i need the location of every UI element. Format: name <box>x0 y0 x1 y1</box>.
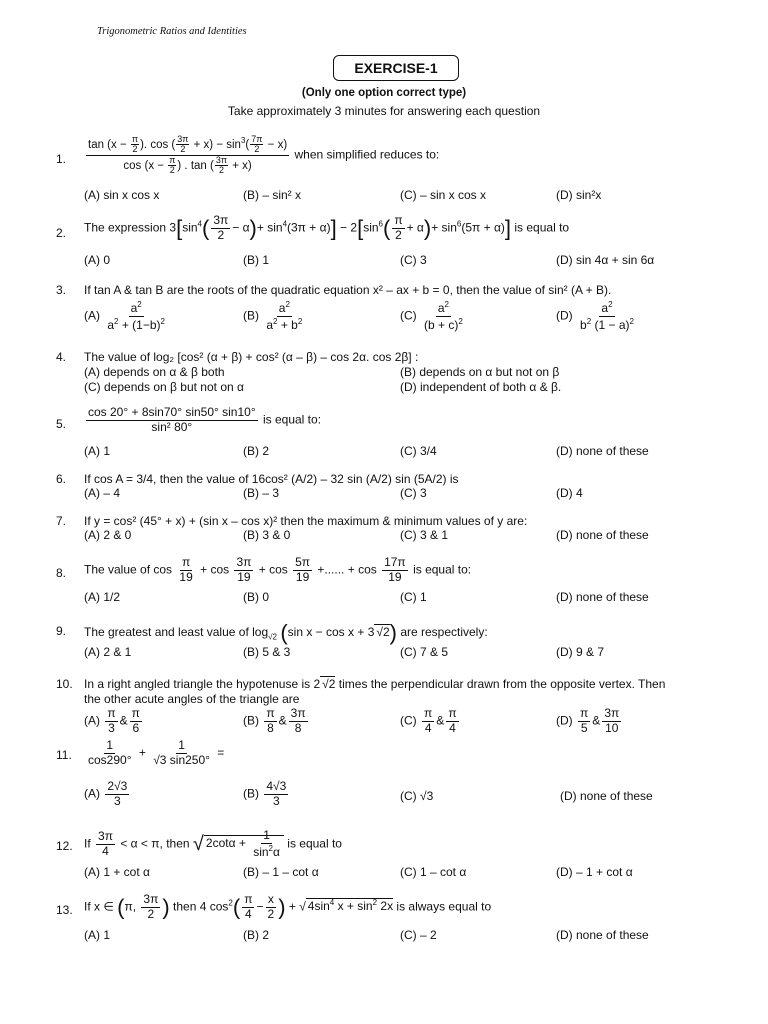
option-a: (A) depends on α & β both <box>84 365 225 379</box>
question-8-suffix: is equal to: <box>413 562 472 577</box>
option-d: (D) none of these <box>556 590 649 604</box>
question-8-expression: The value of cos $\frac{\pi}{19}$ + cos $\frac{3\pi}{19}$ + cos $\frac{5\pi}{19}$ +...... + cos $\frac{17\pi}{19}$ is equal to: <box>84 555 472 584</box>
q10-text-part2: times the perpendicular drawn from the opposite vertex. Then <box>338 677 666 691</box>
option-d: (D) 4 <box>556 486 583 500</box>
question-5-expression <box>84 406 321 435</box>
q12-condition: < α < π, then <box>120 836 190 851</box>
question-8-prefix: The value of cos <box>84 562 173 577</box>
option-c: (C) 3 <box>400 486 427 500</box>
option-d: (D) $\frac{a^2}{b^2 (1 - a)^2}$ <box>556 300 634 332</box>
q10-text-part1: In a right angled triangle the hypotenuse is 2 <box>84 677 321 691</box>
option-b: (B) 3 & 0 <box>243 528 291 542</box>
question-1-expression: tan (x − $\frac{\pi}{2}$ ). cos ( $\frac{3\pi}{2}$ + $x) - \sin^3$( $\frac{7\pi}{2}$ − x) cos (x − $\frac{\pi}{2}$ ) . tan ( $\frac{3\pi}{2}$ + x) when simplified reduces to: <box>88 134 440 176</box>
option-a: (A) 1 <box>84 444 111 458</box>
page-header: Trigonometric Ratios and Identities <box>97 26 247 37</box>
option-c: (C) – 2 <box>400 928 437 942</box>
option-d: (D) – 1 + cot α <box>556 865 633 879</box>
option-a: (A) 1/2 <box>84 590 121 604</box>
question-number: 2. <box>56 226 67 240</box>
option-d: (D) independent of both α & β. <box>400 380 562 394</box>
option-b-label: (B) <box>243 308 259 323</box>
question-9-suffix: are respectively: <box>400 625 488 640</box>
option-d: (D) none of these <box>556 444 649 458</box>
option-c: (C) 1 – cot α <box>400 865 467 879</box>
option-a: (A) 1 <box>84 928 111 942</box>
option-a: (A) sin x cos x <box>84 188 160 202</box>
option-b: (B) – 3 <box>243 486 280 500</box>
option-c: (C) √3 <box>400 789 434 803</box>
option-a: (A) 2 & 1 <box>84 645 132 659</box>
exercise-instruction: Take approximately 3 minutes for answering each question <box>227 104 541 118</box>
option-b: (B) 2 <box>243 444 270 458</box>
question-5-suffix: is equal to: <box>262 412 322 427</box>
option-c: (C) – sin x cos x <box>400 188 487 202</box>
option-d: (D) sin 4α + sin 6α <box>556 253 655 267</box>
option-b: (B) $\frac{\pi}{8}$ & $\frac{3\pi}{8}$ <box>243 706 306 735</box>
option-a: (A) $\frac{\pi}{3}$ & $\frac{\pi}{6}$ <box>84 706 140 735</box>
question-2-prefix: The expression <box>84 220 167 235</box>
option-d: (D) none of these <box>556 928 649 942</box>
question-number: 11. <box>56 748 72 762</box>
option-a-label: (A) <box>84 713 100 728</box>
option-b: (B) $\frac{4√3}{3}$ <box>243 779 287 808</box>
question-number: 3. <box>56 283 67 297</box>
question-10-line2: the other acute angles of the triangle are <box>84 692 300 706</box>
option-c: (C) 3 <box>400 253 427 267</box>
option-b: (B) 1 <box>243 253 270 267</box>
option-c: (C) $\frac{a^2}{(b + c)^2}$ <box>400 300 463 332</box>
option-b: (B) – sin² x <box>243 188 302 202</box>
q13-suffix: is always equal to <box>396 899 492 914</box>
option-c: (C) depends on β but not on α <box>84 380 244 394</box>
option-d: (D) none of these <box>556 528 649 542</box>
question-11-expression: $\frac{1}{\cos 290^\circ}$ + $\frac{1}{√3 \sin 250^\circ}$ = <box>88 738 225 767</box>
option-b: (B) $\frac{a^2}{a^2 + b^2}$ <box>243 300 303 332</box>
q5-numerator: cos 20° + 8sin70° sin50° sin10° <box>88 405 256 419</box>
question-number: 8. <box>56 566 67 580</box>
question-7-text: If y = cos² (45° + x) + (sin x – cos x)² then the maximum & minimum values of y are: <box>84 514 528 528</box>
option-a: (A) $\frac{2√3}{3}$ <box>84 779 128 808</box>
option-d-label: (D) <box>556 308 573 323</box>
option-c: (C) 7 & 5 <box>400 645 449 659</box>
option-c-label: (C) <box>400 308 417 323</box>
option-c: (C) $\frac{\pi}{4}$ & $\frac{\pi}{4}$ <box>400 706 457 735</box>
question-number: 1. <box>56 152 67 166</box>
option-d: (D) 9 & 7 <box>556 645 605 659</box>
option-b: (B) 0 <box>243 590 270 604</box>
option-d: (D) none of these <box>560 789 653 803</box>
question-number: 10. <box>56 677 73 691</box>
question-2-text: The expression $3[\sin^4$( $\frac{3\pi}{2}$ − $\alpha)+ \sin^4(3\pi + \alpha)] - 2[\sin^6$( $\frac{\pi}{2}$ + $\alpha)+ \sin^6(5\pi + \alpha)$] is equal to <box>84 213 570 242</box>
option-a-label: (A) <box>84 308 100 323</box>
exercise-subtitle: (Only one option correct type) <box>301 87 467 99</box>
option-d-label: (D) <box>556 713 573 728</box>
question-13-expression: If x ∈ (π, $\frac{3\pi}{2}$ ) then 4 $\cos^2$( $\frac{\pi}{4}$ − $\frac{x}{2}$ ) + √ $4\sin^4$ $x + \sin^2 2x$ is always equal to <box>84 892 492 921</box>
option-a: (A) 0 <box>84 253 111 267</box>
option-b: (B) depends on α but not on β <box>400 365 560 379</box>
question-2-suffix: is equal to <box>514 220 570 235</box>
option-c: (C) 1 <box>400 590 427 604</box>
option-d: (D) sin²x <box>556 188 602 202</box>
q13-prefix: If x ∈ <box>84 899 114 914</box>
question-9-prefix: The greatest and least value of <box>84 625 249 640</box>
question-number: 5. <box>56 417 67 431</box>
q12-prefix: If <box>84 836 91 851</box>
option-b-label: (B) <box>243 713 259 728</box>
question-3-text: If tan A & tan B are the roots of the quadratic equation x² – ax + b = 0, then the value of sin² (A + B). <box>84 283 612 297</box>
question-number: 9. <box>56 624 67 638</box>
option-b: (B) 5 & 3 <box>243 645 291 659</box>
question-12-expression: If $\frac{3\pi}{4}$ < α < π, then √ 2cotα + $\frac{1}{\sin^2\alpha}$ is equal to <box>84 828 342 859</box>
option-a-label: (A) <box>84 786 100 801</box>
exercise-title: EXERCISE-1 <box>333 55 459 81</box>
option-a: (A) $\frac{a^2}{a^2 + (1-b)^2}$ <box>84 300 165 332</box>
question-number: 6. <box>56 472 67 486</box>
question-6-text: If cos A = 3/4, then the value of 16cos² (A/2) – 32 sin (A/2) sin (5A/2) is <box>84 472 459 486</box>
option-d: (D) $\frac{\pi}{5}$ & $\frac{3\pi}{10}$ <box>556 706 620 735</box>
question-number: 12. <box>56 839 73 853</box>
option-b: (B) – 1 – cot α <box>243 865 319 879</box>
option-c: (C) 3/4 <box>400 444 437 458</box>
question-number: 13. <box>56 903 73 917</box>
q12-suffix: is equal to <box>287 836 342 851</box>
q5-denominator: sin² 80° <box>151 419 193 434</box>
question-10-line1: In a right angled triangle the hypotenuse is 2 √2 times the perpendicular drawn from the opposite vertex. Then <box>84 677 666 691</box>
option-c-label: (C) <box>400 713 417 728</box>
question-number: 7. <box>56 514 67 528</box>
option-a: (A) 1 + cot α <box>84 865 150 879</box>
question-number: 4. <box>56 350 67 364</box>
option-b-label: (B) <box>243 786 259 801</box>
option-a: (A) – 4 <box>84 486 121 500</box>
question-4-text: The value of log₂ [cos² (α + β) + cos² (α – β) – cos 2α. cos 2β] : <box>84 350 419 364</box>
option-a: (A) 2 & 0 <box>84 528 132 542</box>
option-c: (C) 3 & 1 <box>400 528 449 542</box>
question-9-expression: The greatest and least value of $\log_{√2} (\sin$ x − cos x + 3 √2) are respectively: <box>84 620 488 645</box>
question-1-suffix: when simplified reduces to: <box>294 147 440 162</box>
option-b: (B) 2 <box>243 928 270 942</box>
